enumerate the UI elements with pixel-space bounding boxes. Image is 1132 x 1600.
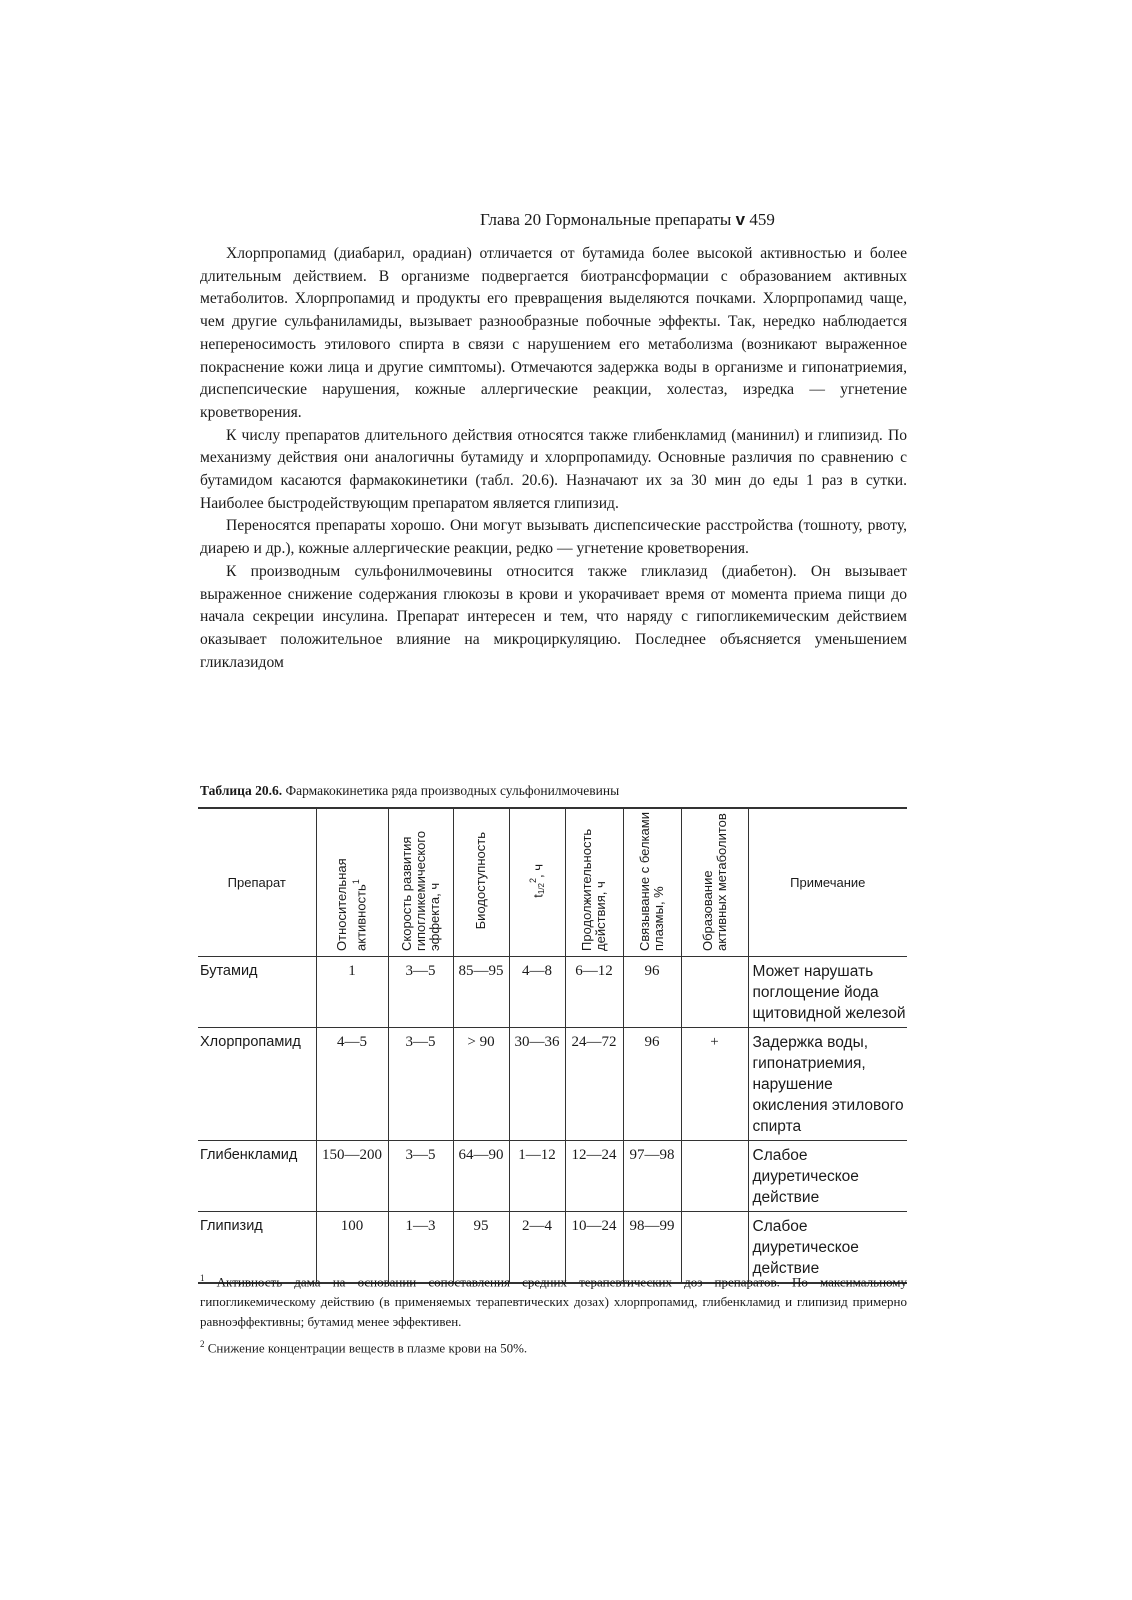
cell-metabolites — [681, 1140, 748, 1211]
header-protein-binding: Связывание с белками плазмы, % — [623, 808, 681, 956]
header-note: Примечание — [748, 808, 907, 956]
header-drug: Препарат — [198, 808, 316, 956]
cell-activity: 100 — [316, 1211, 388, 1283]
cell-half-life: 4—8 — [509, 956, 565, 1027]
cell-drug: Глипизид — [198, 1211, 316, 1283]
paragraph: Переносятся препараты хорошо. Они могут вызывать диспепсические расстройства (тошноту, рвоту, диарею и др.), кожные аллергические реакции, редко — угнетение кроветворения. — [200, 517, 907, 558]
paragraph: Хлорпропамид (диабарил, орадиан) отличается от бутамида более высокой активностью и более длительным действием. В организме подвергается биотрансформации с образованием активных метаболитов. Хлорпропамид и продукты его превращения выделяются почками. Хлорпропамид чаще, чем другие сульфаниламиды, вызывает разнообразные побочные эффекты. Так, нередко наблюдается непереносимость этилового спирта в связи с нарушением его метаболизма (возникают выраженное покраснение кожи лица и другие симптомы). Отмечаются задержка воды в организме и гипонатриемия, диспепсические нарушения, кожные аллергические реакции, холестаз, изредка — угнетение кроветворения. — [200, 245, 907, 421]
cell-protein-binding: 97—98 — [623, 1140, 681, 1211]
cell-activity: 4—5 — [316, 1027, 388, 1140]
table-header-row — [198, 808, 907, 956]
footnote — [200, 1268, 907, 1332]
footnote — [200, 1334, 907, 1358]
cell-note: Слабое диуретическое действие — [748, 1140, 907, 1211]
running-head-mark: v — [735, 210, 746, 229]
cell-protein-binding: 98—99 — [623, 1211, 681, 1283]
cell-onset: 3—5 — [388, 1140, 453, 1211]
cell-protein-binding: 96 — [623, 956, 681, 1027]
cell-activity: 150—200 — [316, 1140, 388, 1211]
paragraph: К числу препаратов длительного действия относятся также глибенкламид (манинил) и глипизид. По механизму действия они аналогичны бутамиду и хлорпропамиду. Основные различия по сравнению с бутамидом касаются фармакокинетики (табл. 20.6). Назначают их за 30 мин до еды 1 раз в сутки. Наиболее быстродействующим препаратом является глипизид. — [200, 426, 907, 512]
cell-bioavailability: 85—95 — [453, 956, 509, 1027]
cell-onset: 3—5 — [388, 956, 453, 1027]
cell-onset: 1—3 — [388, 1211, 453, 1283]
cell-activity: 1 — [316, 956, 388, 1027]
header-onset: Скорость развития гипогликемического эффекта, ч — [388, 808, 453, 956]
cell-note: Задержка воды, гипонатриемия, нарушение окисления этилового спирта — [748, 1027, 907, 1140]
pharmacokinetics-table — [198, 807, 907, 1284]
cell-note: Может нарушать поглощение йода щитовидной железой — [748, 956, 907, 1027]
cell-drug: Глибенкламид — [198, 1140, 316, 1211]
footnote-text: Снижение концентрации веществ в плазме крови на 50%. — [207, 1340, 528, 1356]
page-number: 459 — [749, 210, 775, 229]
cell-drug: Бутамид — [198, 956, 316, 1027]
cell-metabolites — [681, 956, 748, 1027]
header-bioavailability: Биодоступность — [453, 808, 509, 956]
table-row — [198, 956, 907, 1027]
cell-half-life: 2—4 — [509, 1211, 565, 1283]
cell-bioavailability: > 90 — [453, 1027, 509, 1140]
cell-half-life: 30—36 — [509, 1027, 565, 1140]
table-row — [198, 1140, 907, 1211]
cell-metabolites: + — [681, 1027, 748, 1140]
body-text — [200, 243, 907, 674]
cell-drug: Хлорпропамид — [198, 1027, 316, 1140]
paragraph: К производным сульфонилмочевины относится также гликлазид (диабетон). Он вызывает выраженное снижение содержания глюкозы в крови и укорачивает время от момента приема пищи до начала секреции инсулина. Препарат интересен и тем, что наряду с гипогликемическим действием оказывает положительное влияние на микроциркуляцию. Последнее объясняется уменьшением гликлазидом — [200, 562, 907, 671]
header-duration: Продолжительность действия, ч — [565, 808, 623, 956]
cell-duration: 12—24 — [565, 1140, 623, 1211]
table-caption — [200, 783, 619, 799]
cell-bioavailability: 64—90 — [453, 1140, 509, 1211]
header-activity: Относительная активность$^1$ — [316, 808, 388, 956]
table-caption-text: Фармакокинетика ряда производных сульфонилмочевины — [285, 783, 620, 798]
cell-duration: 10—24 — [565, 1211, 623, 1283]
cell-protein-binding: 96 — [623, 1027, 681, 1140]
running-head — [480, 210, 775, 230]
table-row — [198, 1027, 907, 1140]
cell-duration: 24—72 — [565, 1027, 623, 1140]
cell-duration: 6—12 — [565, 956, 623, 1027]
footnotes — [200, 1268, 907, 1361]
header-metabolites: Образование активных метаболитов — [681, 808, 748, 956]
table-caption-label: Таблица 20.6. — [200, 783, 283, 798]
header-half-life: $t_{1/2}^2$, ч — [509, 808, 565, 956]
footnote-text: Активность дама на основании сопоставления средних терапевтических доз препаратов. По максимальному гипогликемическому действию (в применяемых терапевтических дозах) хлорпропамид, глибенкламид и глипизид примерно равноэффективны; бутамид менее эффективен. — [200, 1274, 908, 1330]
footnote-mark: 2 — [200, 1339, 205, 1350]
cell-note: Слабое диуретическое действие — [748, 1211, 907, 1283]
cell-bioavailability: 95 — [453, 1211, 509, 1283]
cell-half-life: 1—12 — [509, 1140, 565, 1211]
running-head-title: Глава 20 Гормональные препараты — [480, 210, 732, 229]
cell-onset: 3—5 — [388, 1027, 453, 1140]
footnote-mark: 1 — [200, 1273, 205, 1283]
